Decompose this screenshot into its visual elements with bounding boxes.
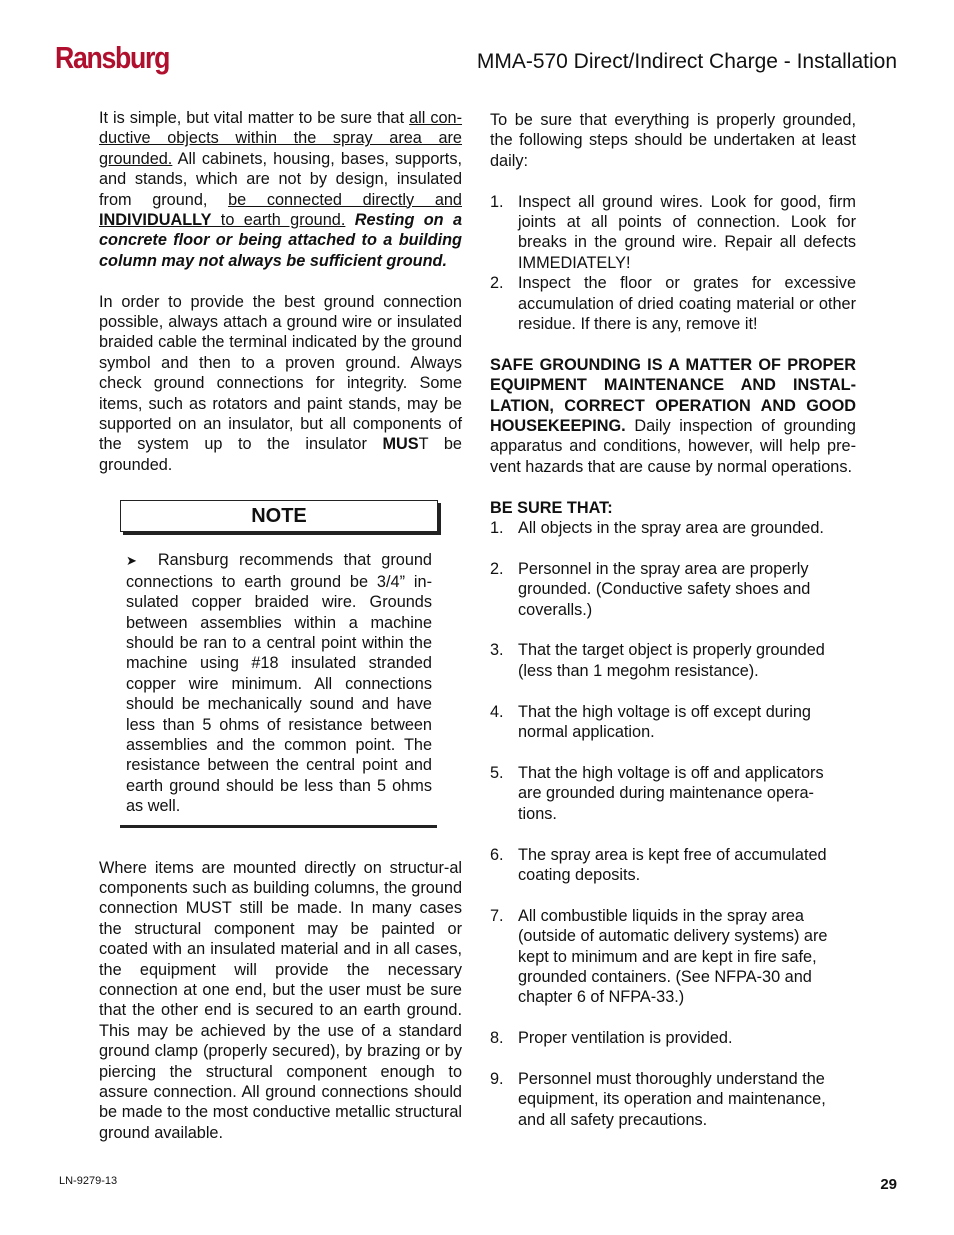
list-number: 2. bbox=[490, 559, 504, 578]
list-number: 5. bbox=[490, 763, 504, 782]
list-number: 9. bbox=[490, 1069, 504, 1088]
list-text: That the high voltage is off except during normal application. bbox=[518, 702, 811, 742]
page-number: 29 bbox=[880, 1176, 897, 1193]
paragraph-daily-intro: To be sure that everything is properly grounded, the following steps should be undertaken at least daily: bbox=[490, 111, 856, 170]
list-text: Personnel must thoroughly understand the equipment, its operation and maintenance, and all safety precautions. bbox=[518, 1069, 826, 1129]
document-title: MMA-570 Direct/Indirect Charge - Installation bbox=[476, 50, 897, 73]
list-item bbox=[490, 702, 856, 743]
text-run: It is simple, but vital matter to be sure that bbox=[99, 109, 410, 127]
document-code: LN-9279-13 bbox=[59, 1175, 118, 1187]
list-text: All objects in the spray area are grounded. bbox=[518, 519, 824, 538]
safe-grounding-heading: SAFE GROUNDING IS A MATTER OF PROPER EQUIPMENT MAINTENANCE AND INSTAL-LATION, CORRECT OPERATION AND GOOD HOUSEKEEPING. bbox=[490, 355, 856, 436]
list-text: Proper ventilation is provided. bbox=[518, 1029, 733, 1048]
note-divider bbox=[120, 825, 437, 828]
emphasis-must: MUS bbox=[382, 435, 419, 454]
list-number: 7. bbox=[490, 906, 504, 925]
list-number: 4. bbox=[490, 702, 504, 721]
list-number: 1. bbox=[490, 192, 504, 211]
right-column bbox=[490, 110, 856, 1130]
list-item bbox=[490, 273, 856, 334]
note-heading: NOTE bbox=[251, 505, 307, 528]
text-run: All cabinets, housing, bases, supports, and stands, which are not by design, insulated from ground, bbox=[99, 149, 462, 209]
list-item bbox=[490, 763, 856, 824]
list-number: 3. bbox=[490, 641, 504, 660]
note-text: Ransburg recommends that ground connections to earth ground be 3/4” in-sulated copper braided wire. Grounds between assemblies within a machine should be ran to a central point within the machine using #18 insulated stranded copper wire minimum. All connections should be mechanically sound and have less than 5 ohms of resistance between assemblies and the common point. The resistance between the central point and earth ground should be less than 5 ohms as well. bbox=[126, 551, 432, 816]
list-text: That the target object is properly grounded (less than 1 megohm resistance). bbox=[518, 641, 825, 680]
list-number: 8. bbox=[490, 1029, 504, 1048]
list-item bbox=[490, 559, 856, 620]
brand-logo: Ransburg bbox=[55, 40, 170, 75]
list-item bbox=[490, 192, 856, 274]
text-run: T be grounded. bbox=[99, 435, 462, 474]
list-item bbox=[490, 518, 856, 538]
underlined-text: be connected directly and bbox=[228, 190, 462, 209]
list-number: 1. bbox=[490, 519, 504, 538]
text-run: Daily inspection of grounding apparatus and conditions, however, will help pre-vent hazards that are cause by normal operations. bbox=[490, 417, 856, 476]
list-text: Inspect the floor or grates for excessive accumulation of dried coating material or other residue. If there is any, remove it! bbox=[518, 274, 856, 334]
list-text: That the high voltage is off and applicators are grounded during maintenance opera-tions. bbox=[518, 763, 824, 823]
list-number: 6. bbox=[490, 845, 504, 864]
note-heading-box bbox=[120, 500, 438, 532]
paragraph-ground-connection bbox=[99, 292, 462, 476]
paragraph-structural-components: Where items are mounted directly on structur-al components such as building columns, the ground connection MUST still be made. In many cases the structural component may be painted or coated with an insulated material and in all cases, the equipment will provide the necessary connection at one end, but the user must be sure that the other end is secured to an earth ground. This may be achieved by the use of a standard ground clamp (properly secured), by brazing or by piercing the structural component enough to assure connection. All ground connections should be made to the most conductive metallic structural ground available. bbox=[99, 858, 462, 1142]
arrow-bullet-icon: ➤ bbox=[126, 553, 137, 569]
paragraph-safe-grounding bbox=[490, 355, 856, 477]
emphasis-individually: INDIVIDUALLY bbox=[99, 211, 212, 230]
be-sure-list bbox=[490, 518, 856, 1130]
text-run: In order to provide the best ground connection possible, always attach a ground wire or insulated braided cable the terminal indicated by the ground symbol and then to a proven ground. Always check ground connections for integrity. Some items, such as rotators and paint stands, may be supported on an insulator, but all components of the system up to the insulator bbox=[99, 292, 462, 454]
paragraph-grounding-intro bbox=[99, 108, 462, 271]
note-body bbox=[126, 550, 432, 816]
warning-text: Resting on a concrete floor or being attached to a building column may not always be sufficient ground. bbox=[99, 211, 462, 270]
daily-steps-list bbox=[490, 192, 856, 335]
list-item bbox=[490, 1028, 856, 1048]
underlined-text: all con-ductive objects within the spray area are grounded. bbox=[99, 109, 462, 168]
list-item bbox=[490, 906, 856, 1008]
list-text: Inspect all ground wires. Look for good, firm joints at all points of connection. Look for breaks in the ground wire. Repair all defects IMMEDIATELY! bbox=[518, 192, 856, 272]
list-number: 2. bbox=[490, 274, 504, 293]
list-text: The spray area is kept free of accumulated coating deposits. bbox=[518, 845, 827, 884]
left-column bbox=[99, 108, 462, 1143]
underlined-text: to earth ground. bbox=[211, 211, 346, 230]
list-text: All combustible liquids in the spray area (outside of automatic delivery systems) are kept to minimum and are kept in fire safe, grounded containers. (See NFPA-30 and chapter 6 of NFPA-33.) bbox=[518, 906, 828, 1007]
list-text: Personnel in the spray area are properly grounded. (Conductive safety shoes and coveralls.) bbox=[518, 559, 811, 619]
be-sure-heading: BE SURE THAT: bbox=[490, 498, 613, 517]
list-item bbox=[490, 845, 856, 886]
list-item bbox=[490, 1069, 856, 1130]
list-item bbox=[490, 640, 856, 681]
